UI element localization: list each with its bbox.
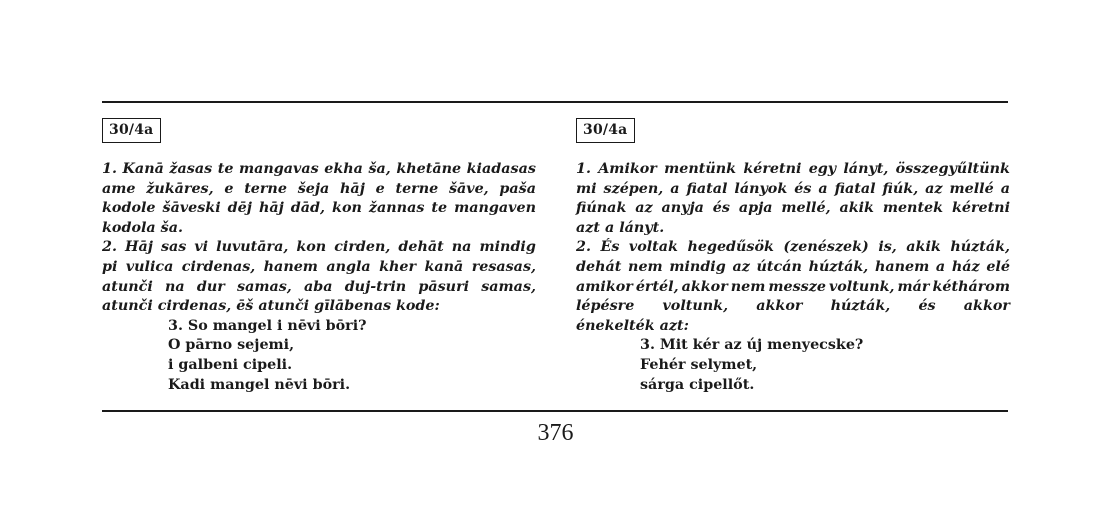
- word: kéretni: [951, 200, 1010, 217]
- word: értél,: [635, 278, 679, 295]
- word: akkor: [963, 298, 1010, 315]
- word: nem: [628, 258, 663, 275]
- word: anyja: [661, 200, 704, 217]
- word: fiatal: [686, 180, 728, 197]
- word: mentünk: [664, 161, 737, 177]
- word: fiúnak: [576, 200, 627, 217]
- word: Kanā: [122, 161, 164, 177]
- word: lányok: [734, 180, 788, 197]
- word: dehāt: [398, 239, 444, 256]
- right-line-6: [576, 258, 1010, 278]
- right-verse-line-3: sárga cipellőt.: [640, 376, 755, 393]
- left-verse-line-2: O pārno sejemi,: [168, 337, 295, 354]
- word: kéthárom: [932, 278, 1010, 295]
- word: voltunk,: [828, 278, 895, 295]
- right-verse-line-1: 3. Mit kér az új menyecske?: [640, 337, 864, 354]
- word: 2.: [102, 239, 117, 256]
- word: már: [897, 278, 930, 295]
- word: šāveski: [162, 200, 221, 217]
- word: žukāres,: [146, 180, 214, 197]
- left-line-8: atunči cirdenas, ēš atunči gīlābenas kode:: [102, 298, 440, 315]
- left-line-4: kodola ša.: [102, 219, 183, 236]
- word: paša: [499, 180, 536, 197]
- word: akik: [839, 200, 874, 217]
- word: te: [431, 200, 448, 217]
- word: te: [217, 161, 234, 177]
- word: kher: [379, 258, 417, 275]
- word: žannas: [368, 200, 425, 217]
- left-verse-line-3: i galbeni cipeli.: [168, 356, 293, 373]
- word: ša,: [368, 161, 391, 177]
- word: hāj: [340, 180, 365, 197]
- word: mangaven: [454, 200, 536, 217]
- word: az: [925, 180, 943, 197]
- word: duj-trin: [344, 278, 407, 295]
- word: összegyűltünk: [895, 161, 1010, 177]
- right-paragraph: [576, 160, 1010, 336]
- word: sas: [160, 239, 187, 256]
- right-line-5: [576, 238, 1010, 258]
- word: a: [935, 258, 946, 275]
- word: húzták,: [808, 258, 869, 275]
- word: fiatal: [834, 180, 876, 197]
- bottom-rule: [102, 410, 1008, 412]
- word: kéretni: [743, 161, 802, 177]
- word: és: [794, 180, 812, 197]
- word: voltunk,: [662, 298, 729, 315]
- left-column: [102, 118, 536, 395]
- left-line-6: [102, 258, 536, 278]
- left-reference-box: 30/4a: [102, 118, 161, 143]
- word: mentek: [882, 200, 944, 217]
- word: 1.: [576, 161, 591, 177]
- word: ekha: [324, 161, 363, 177]
- word: terne: [244, 180, 287, 197]
- word: és: [712, 200, 730, 217]
- word: akkor: [681, 278, 728, 295]
- word: és: [918, 298, 936, 315]
- word: mi: [576, 180, 597, 197]
- word: pi: [102, 258, 118, 275]
- right-line-4: azt a lányt.: [576, 219, 665, 236]
- right-line-1: [576, 160, 1010, 180]
- word: khetāne: [396, 161, 462, 177]
- word: hanem: [874, 258, 930, 275]
- word: na: [451, 239, 472, 256]
- word: apja: [738, 200, 773, 217]
- word: És: [600, 239, 620, 256]
- word: a: [670, 180, 680, 197]
- word: kanā: [424, 258, 464, 275]
- left-verse-line-4: Kadi mangel nēvi bōri.: [168, 376, 351, 393]
- word: kon: [332, 200, 362, 217]
- left-line-7: [102, 278, 536, 298]
- word: e: [375, 180, 385, 197]
- word: šeja: [297, 180, 330, 197]
- word: amikor: [576, 278, 633, 295]
- page-number: 376: [537, 420, 574, 446]
- word: elé: [986, 258, 1010, 275]
- right-line-8: [576, 297, 1010, 317]
- word: szépen,: [603, 180, 664, 197]
- top-rule: [102, 101, 1008, 103]
- right-line-7: [576, 278, 1010, 298]
- word: kiadasas: [466, 161, 536, 177]
- right-column: [576, 118, 1010, 395]
- left-verse-line-1: 3. So mangel i nēvi bōri?: [168, 317, 367, 334]
- word: mindig: [479, 239, 536, 256]
- word: aba: [303, 278, 333, 295]
- word: samas,: [481, 278, 536, 295]
- word: cirden,: [334, 239, 391, 256]
- word: ame: [102, 180, 136, 197]
- word: is,: [878, 239, 897, 256]
- word: Amikor: [598, 161, 657, 177]
- word: pāsuri: [418, 278, 470, 295]
- word: hegedűsök: [687, 239, 774, 256]
- right-verse-line-2: Fehér selymet,: [640, 356, 758, 373]
- left-line-3: [102, 199, 536, 219]
- word: lépésre: [576, 298, 635, 315]
- word: 1.: [102, 161, 117, 177]
- word: Hāj: [124, 239, 153, 256]
- word: vulica: [125, 258, 174, 275]
- word: az: [635, 200, 653, 217]
- word: lányt,: [843, 161, 889, 177]
- word: nem: [730, 278, 766, 295]
- word: resasas,: [471, 258, 536, 275]
- word: akik: [906, 239, 941, 256]
- word: na: [165, 278, 185, 295]
- word: hanem: [263, 258, 318, 275]
- word: a: [1000, 180, 1010, 197]
- word: e: [224, 180, 234, 197]
- word: kon: [296, 239, 327, 256]
- word: dēj: [227, 200, 252, 217]
- word: angla: [326, 258, 371, 275]
- word: mellé,: [781, 200, 831, 217]
- word: messze: [768, 278, 826, 295]
- word: hāj: [258, 200, 284, 217]
- word: mindig: [669, 258, 726, 275]
- left-line-2: [102, 180, 536, 200]
- word: az: [732, 258, 750, 275]
- word: dehát: [576, 258, 622, 275]
- word: luvutāra,: [216, 239, 289, 256]
- left-paragraph: [102, 160, 536, 317]
- word: dur: [196, 278, 225, 295]
- left-line-1: [102, 160, 536, 180]
- word: mellé: [949, 180, 994, 197]
- word: terne: [395, 180, 439, 197]
- word: húzták,: [950, 239, 1010, 256]
- word: egy: [808, 161, 837, 177]
- word: vi: [194, 239, 209, 256]
- word: samas,: [237, 278, 292, 295]
- word: húzták,: [830, 298, 891, 315]
- word: kodole: [102, 200, 156, 217]
- word: 2.: [576, 239, 591, 256]
- word: mangavas: [239, 161, 319, 177]
- right-line-3: [576, 199, 1010, 219]
- word: atunči: [102, 278, 153, 295]
- word: (zenészek): [783, 239, 869, 256]
- right-reference-box: 30/4a: [576, 118, 635, 143]
- right-line-2: [576, 180, 1010, 200]
- right-verse: [576, 336, 1010, 395]
- word: útcán: [756, 258, 802, 275]
- word: fiúk,: [882, 180, 919, 197]
- right-line-9: énekelték azt:: [576, 317, 689, 334]
- word: a: [818, 180, 828, 197]
- word: šāve,: [448, 180, 489, 197]
- word: dād,: [290, 200, 326, 217]
- word: akkor: [756, 298, 803, 315]
- word: ház: [951, 258, 980, 275]
- word: cirdenas,: [181, 258, 256, 275]
- left-line-5: [102, 238, 536, 258]
- word: žasas: [169, 161, 213, 177]
- left-verse: [102, 317, 536, 395]
- word: voltak: [628, 239, 678, 256]
